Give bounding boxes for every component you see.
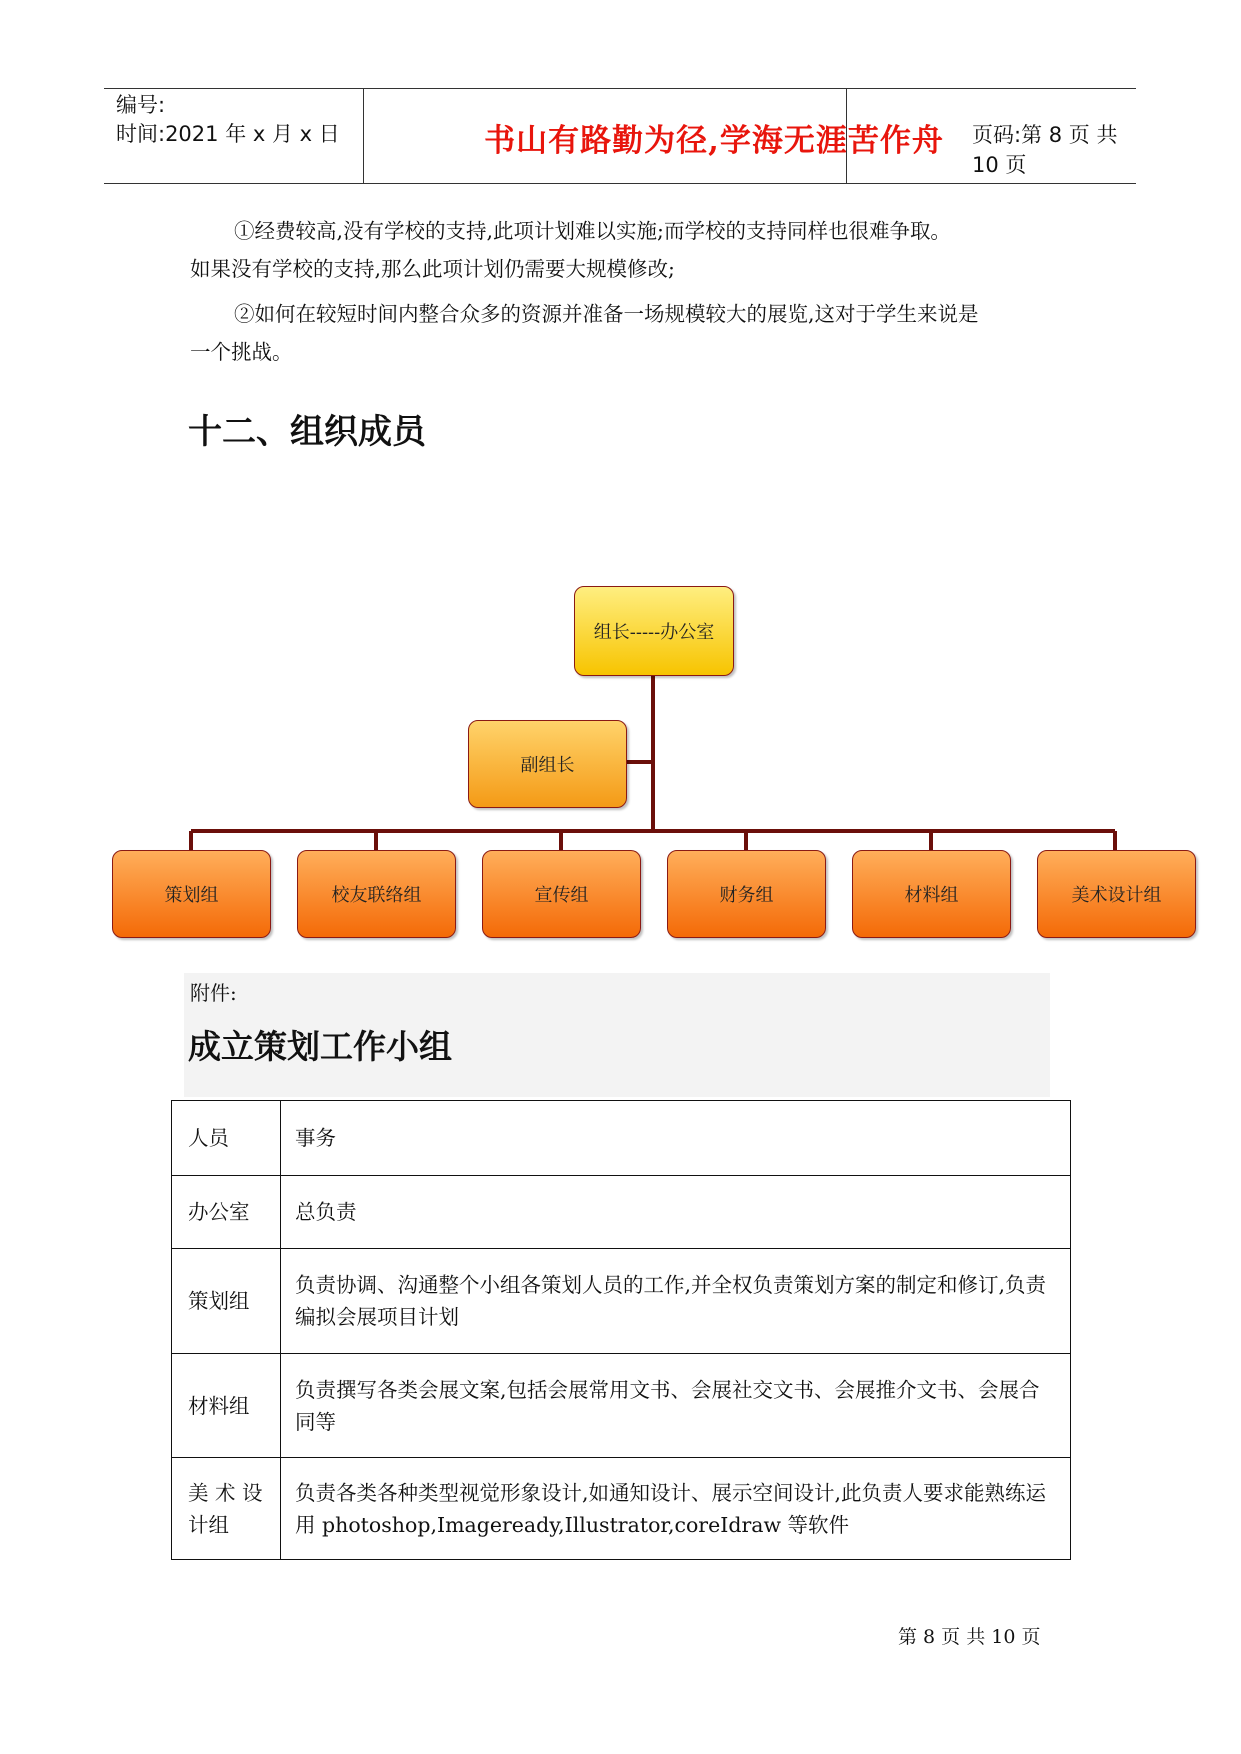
table-cell: 材料组 — [172, 1354, 281, 1458]
header-motto: 书山有路勤为径,学海无涯苦作舟 — [484, 123, 944, 159]
org-node-group: 美术设计组 — [1037, 850, 1196, 938]
paragraph-line: 如果没有学校的支持,那么此项计划仍需要大规模修改; — [190, 257, 675, 281]
table-cell: 负责撰写各类会展文案,包括会展常用文书、会展社交文书、会展推介文书、会展合同等 — [281, 1354, 1071, 1458]
time-label: 时间:2021 年 x 月 x 日 — [116, 122, 340, 146]
table-row — [172, 1458, 1071, 1560]
table-row — [172, 1354, 1071, 1458]
table-row — [172, 1176, 1071, 1249]
attachment-block — [184, 973, 1050, 1097]
paragraph-1 — [190, 212, 1070, 288]
org-node-group: 校友联络组 — [297, 850, 456, 938]
org-node-deputy: 副组长 — [468, 720, 627, 808]
header-page-label: 页码:第 8 页 共 10 页 — [972, 123, 1118, 177]
table-cell: 策划组 — [172, 1249, 281, 1354]
header-left — [116, 91, 340, 149]
table-row — [172, 1249, 1071, 1354]
header-divider — [846, 89, 847, 183]
table-cell: 负责协调、沟通整个小组各策划人员的工作,并全权负责策划方案的制定和修订,负责编拟会展项目计划 — [281, 1249, 1071, 1354]
page-footer: 第 8 页 共 10 页 — [898, 1626, 1041, 1648]
paragraph-2 — [190, 295, 1070, 371]
header-divider — [363, 89, 364, 183]
table-cell: 负责各类各种类型视觉形象设计,如通知设计、展示空间设计,此负责人要求能熟练运用 photoshop,Imageready,Illustrator,coreIdraw 等软件 — [281, 1458, 1071, 1560]
table-cell: 办公室 — [172, 1176, 281, 1249]
org-node-group: 策划组 — [112, 850, 271, 938]
table-header-row — [172, 1101, 1071, 1176]
org-node-group: 财务组 — [667, 850, 826, 938]
working-group-table — [171, 1100, 1071, 1560]
table-cell: 美 术 设 计组 — [172, 1458, 281, 1560]
attachment-label: 附件: — [190, 981, 237, 1005]
paragraph-line: ①经费较高,没有学校的支持,此项计划难以实施;而学校的支持同样也很难争取。 — [234, 219, 951, 243]
table-cell: 事务 — [281, 1101, 1071, 1176]
table-cell: 总负责 — [281, 1176, 1071, 1249]
table-cell: 人员 — [172, 1101, 281, 1176]
paragraph-line: 一个挑战。 — [190, 340, 293, 364]
page-header — [104, 88, 1136, 184]
section-heading: 十二、组织成员 — [188, 412, 426, 452]
org-node-leader: 组长-----办公室 — [574, 586, 734, 676]
org-node-group: 宣传组 — [482, 850, 641, 938]
number-label: 编号: — [116, 93, 166, 117]
paragraph-line: ②如何在较短时间内整合众多的资源并准备一场规模较大的展览,这对于学生来说是 — [234, 302, 979, 326]
attachment-title: 成立策划工作小组 — [188, 1027, 452, 1066]
org-node-group: 材料组 — [852, 850, 1011, 938]
